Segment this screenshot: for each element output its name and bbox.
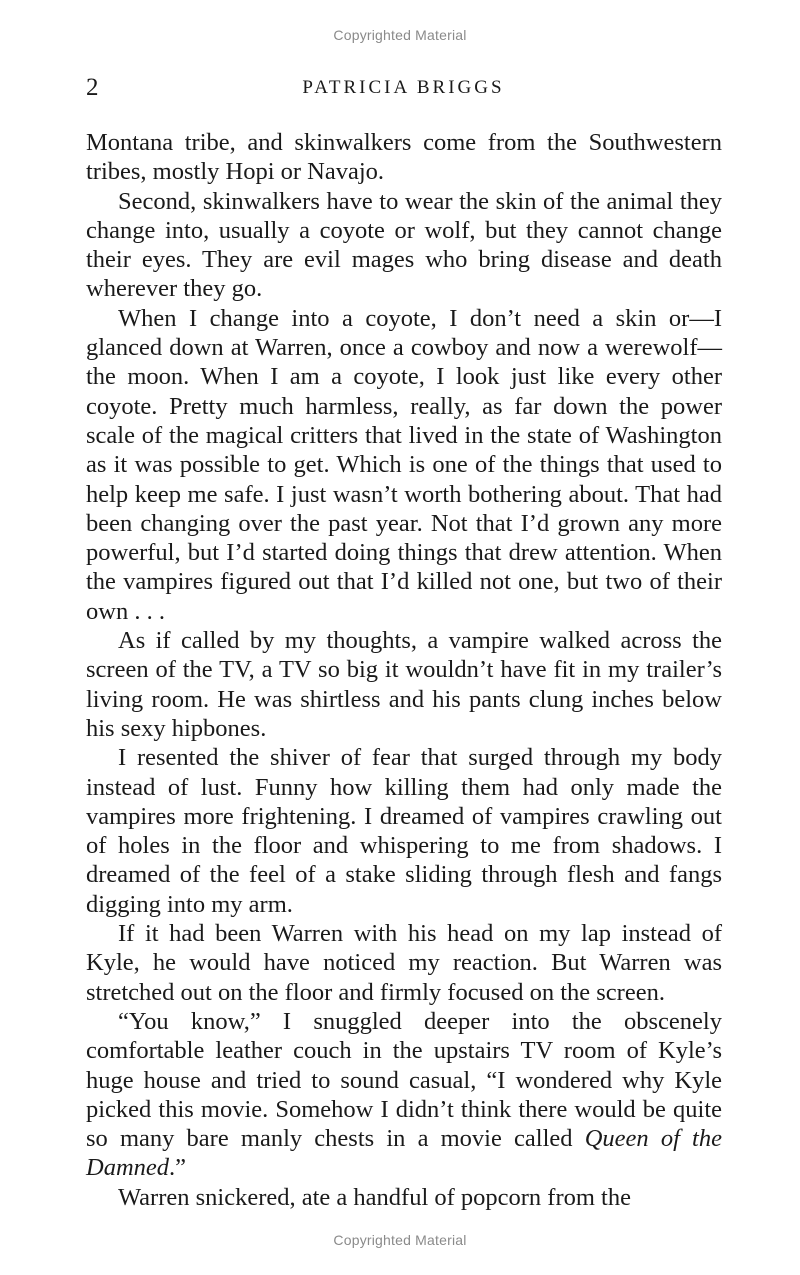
paragraph xyxy=(86,1007,722,1183)
paragraph-text: .” xyxy=(169,1154,187,1182)
movie-title: Queen of the Damned xyxy=(86,1125,722,1182)
paragraph: Montana tribe, and skinwalkers come from the Southwestern tribes, mostly Hopi or Navajo. xyxy=(86,129,722,186)
paragraph-text: “You know,” I snuggled deeper into the obscenely comfortable leather couch in the upstairs TV room of Kyle’s huge house and tried to sound casual, “I wondered why Kyle picked this movie. Somehow I didn’t think there would be quite so many bare manly chests in a movie called xyxy=(86,1007,722,1153)
paragraph: I resented the shiver of fear that surged through my body instead of lust. Funny how killing them had only made the vampires more frightening. I dreamed of vampires crawling out of holes in the floor and whispering to me from shadows. I dreamed of the feel of a stake sliding through flesh and fangs digging into my arm. xyxy=(86,744,722,918)
author-name: PATRICIA BRIGGS xyxy=(302,77,505,98)
paragraph: If it had been Warren with his head on my lap instead of Kyle, he would have noticed my reaction. But Warren was stretched out on the floor and firmly focused on the screen. xyxy=(86,920,722,1006)
paragraph: Warren snickered, ate a handful of popcorn from the xyxy=(118,1183,631,1211)
running-head xyxy=(86,74,721,108)
paragraph: As if called by my thoughts, a vampire walked across the screen of the TV, a TV so big it wouldn’t have fit in my trailer’s living room. He was shirtless and his pants clung inches below his sexy hipbones. xyxy=(86,627,722,742)
page-number: 2 xyxy=(86,74,99,101)
body-text xyxy=(86,128,722,1212)
copyright-watermark-bottom: Copyrighted Material xyxy=(333,1232,467,1248)
paragraph: Second, skinwalkers have to wear the skin of the animal they change into, usually a coyote or wolf, but they cannot change their eyes. They are evil mages who bring disease and death wherever they go. xyxy=(86,187,722,303)
paragraph: When I change into a coyote, I don’t need a skin or—I glanced down at Warren, once a cowboy and now a werewolf—the moon. When I am a coyote, I look just like every other coyote. Pretty much harmless, really, as far down the power scale of the magical critters that lived in the state of Washington as it was possible to get. Which is one of the things that used to help keep me safe. I just wasn’t worth bothering about. That had been changing over the past year. Not that I’d grown any more powerful, but I’d started doing things that drew attention. When the vampires figured out that I’d killed not one, but two of their own . . . xyxy=(86,304,722,625)
copyright-watermark-top: Copyrighted Material xyxy=(333,27,467,43)
